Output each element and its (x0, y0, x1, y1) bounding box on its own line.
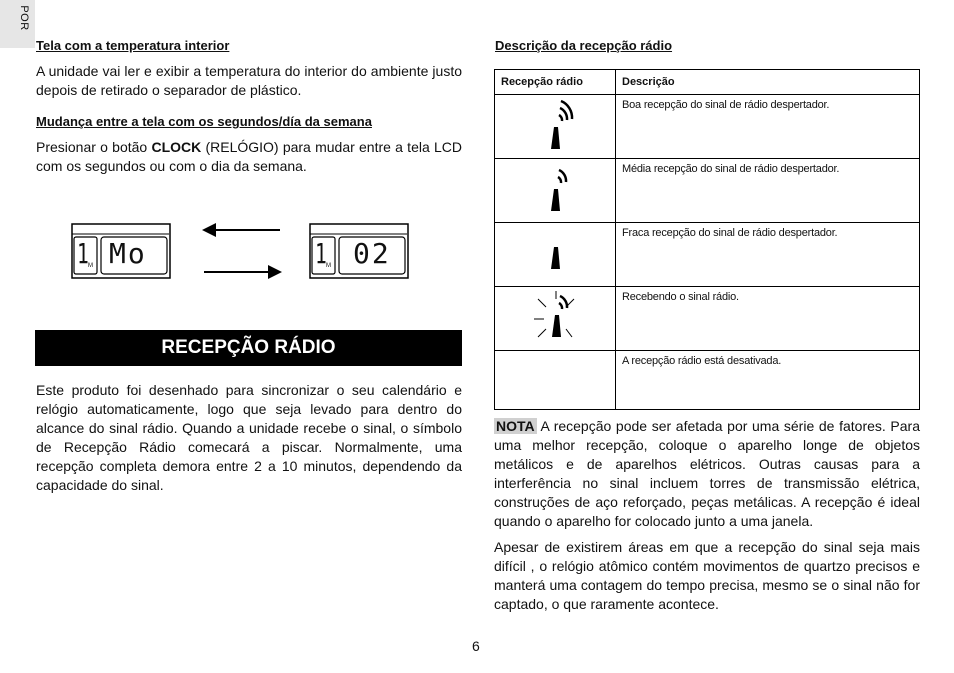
table-row (495, 223, 920, 287)
table-row (495, 159, 920, 223)
paragraph-indoor-temperature: A unidade vai ler e exibir a temperatura do interior do ambiente justo depois de retirado o separador de plástico. (36, 63, 462, 98)
table-desc-weak: Fraca recepção do sinal de rádio despertador. (616, 223, 920, 287)
lcd1-small: M (88, 263, 93, 269)
lcd1-digit: 1 (77, 237, 89, 270)
table-header-description: Descrição (616, 70, 920, 95)
language-tab (0, 0, 35, 48)
paragraph-quartz: Apesar de existirem áreas em que a recepção do sinal seja mais difícil , o relógio atômico contém movimentos de quartzo precisos e manterá uma contagem do tempo precisa, mesmo se o sinal não for captado, o que raramente acontece. (494, 539, 920, 612)
paragraph-clock-button: Presionar o botão CLOCK (RELÓGIO) para mudar entre a tela LCD com os segundos ou com o dia da semana. (36, 139, 462, 174)
table-row (495, 95, 920, 159)
lcd2-digit: 1 (315, 237, 327, 270)
arrow-left-icon (202, 222, 282, 243)
medium-signal-icon (495, 159, 616, 223)
table-row (495, 351, 920, 410)
table-desc-medium: Média recepção do sinal de rádio despertador. (616, 159, 920, 223)
weak-signal-icon (495, 223, 616, 287)
no-signal-cell (495, 351, 616, 410)
heading-radio-description: Descrição da recepção rádio (495, 38, 673, 53)
paragraph-radio-reception: Este produto foi desenhado para sincronizar o seu calendário e relógio automaticamente, logo que seja levado para dentro do alcance do sinal rádio. Quando a unidade recebe o sinal, o símbolo de Recepção Rádio comecará a piscar. Normalmente, uma recepção completa demora entre 2 a 10 minutos, dependendo da capacidade do sinal. (36, 382, 462, 493)
note-label: NOTA (496, 418, 535, 434)
language-label: POR (18, 5, 30, 31)
lcd2-seconds: 02 (353, 237, 391, 270)
section-banner-radio-reception: RECEPÇÃO RÁDIO (35, 330, 462, 366)
lcd2-small: M (326, 263, 331, 269)
lcd-display-weekday (71, 223, 171, 284)
table-row (495, 287, 920, 351)
lcd1-weekday: Mo (109, 237, 147, 270)
table-desc-disabled: A recepção rádio está desativada. (616, 351, 920, 410)
table-desc-strong: Boa recepção do sinal de rádio despertador. (616, 95, 920, 159)
note-text: A recepção pode ser afetada por uma série de fatores. Para uma melhor recepção, coloque o aparelho longe de objetos metálicos e de aparelhos elétricos. Outras causas para a interferência no sinal incluem torres de transmissão elétrica, construções de aço reforçado, peças metálicas. A recepção é ideal quando o aparelho for colocado junto a uma janela. (494, 418, 920, 529)
paragraph-note (494, 417, 920, 531)
heading-indoor-temperature: Tela com a temperatura interior (36, 38, 230, 53)
lcd-display-seconds (309, 223, 409, 284)
heading-seconds-weekday: Mudança entre a tela com os segundos/día da semana (36, 114, 372, 129)
receiving-signal-icon (495, 287, 616, 351)
clock-keyword: CLOCK (151, 139, 202, 155)
strong-signal-icon (495, 95, 616, 159)
radio-reception-table (494, 69, 920, 410)
arrow-right-icon (204, 264, 284, 285)
table-desc-receiving: Recebendo o sinal rádio. (616, 287, 920, 351)
table-header-row (495, 70, 920, 95)
page-number: 6 (472, 638, 480, 654)
table-header-reception: Recepção rádio (495, 70, 616, 95)
